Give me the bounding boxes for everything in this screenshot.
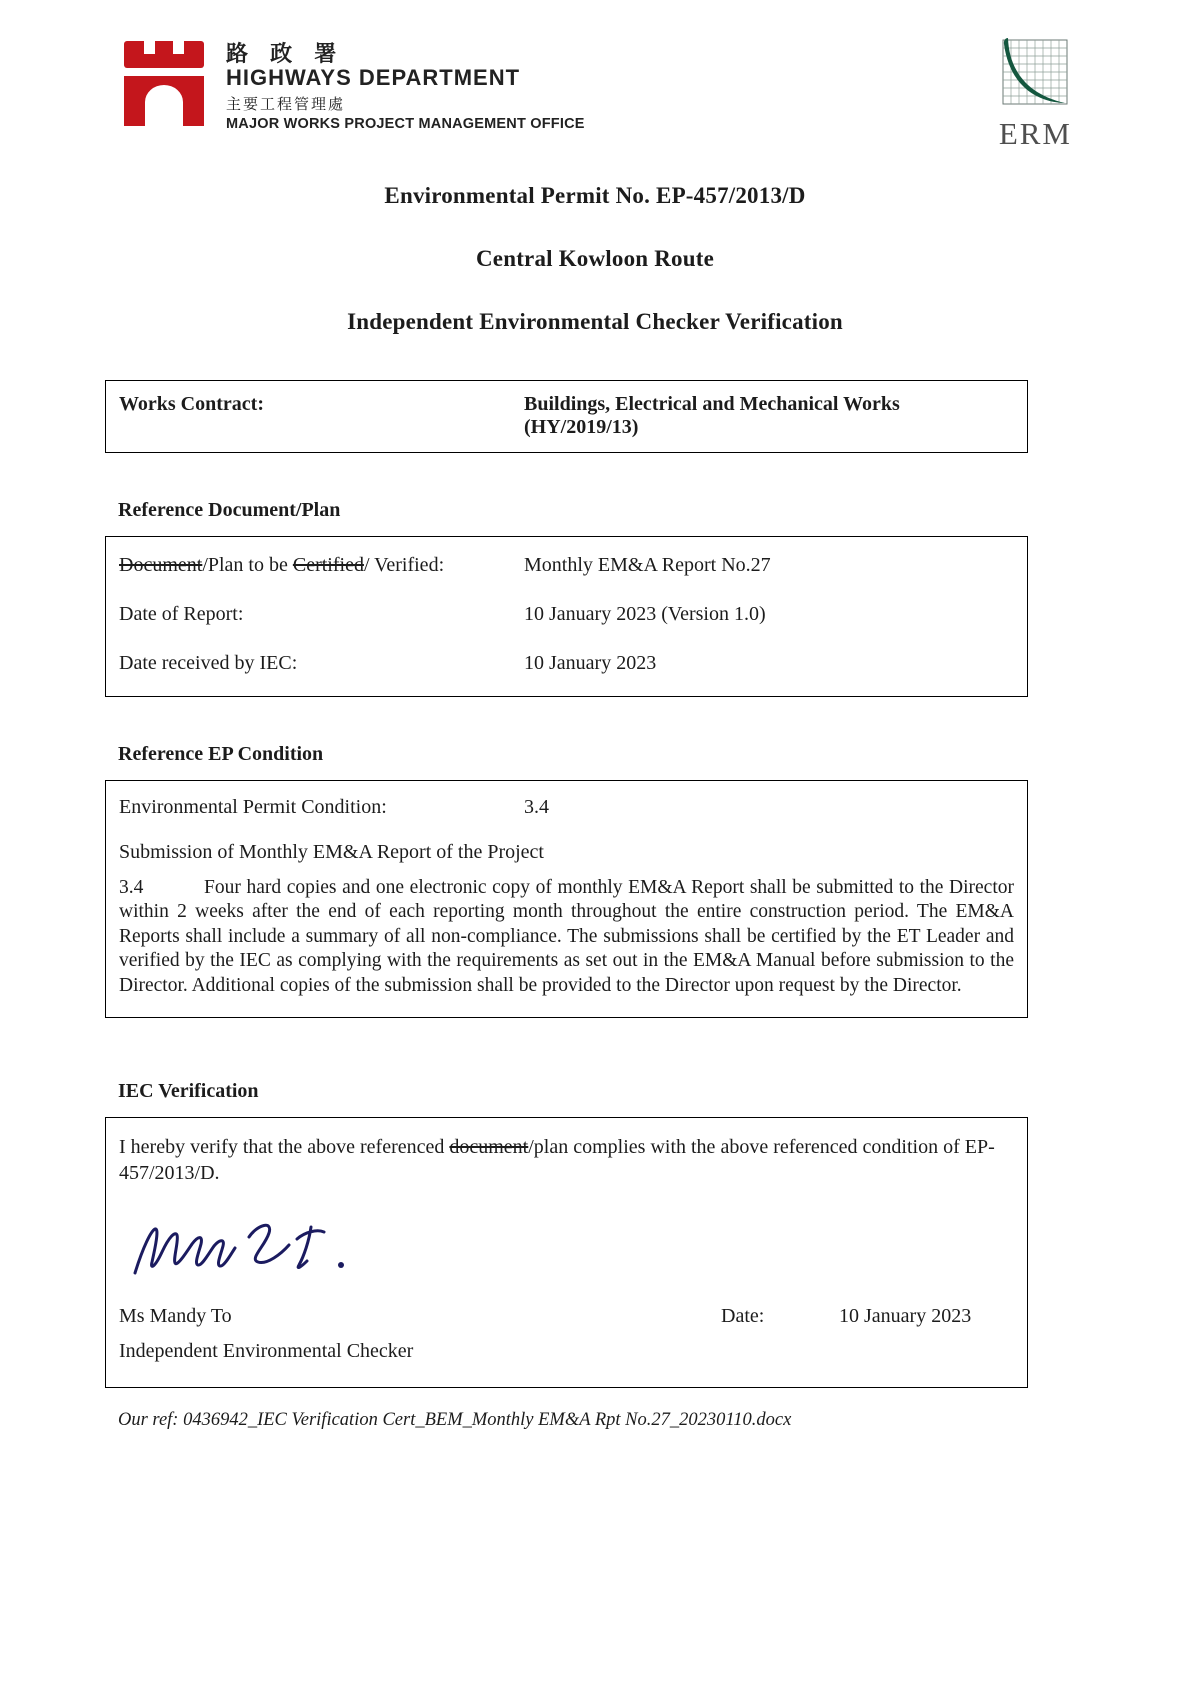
reference-document-box — [105, 536, 1028, 697]
iec-date-label: Date: — [721, 1304, 765, 1327]
date-received-row — [119, 652, 1014, 675]
reference-document-heading: Reference Document/Plan — [118, 499, 341, 521]
page-header — [0, 36, 1190, 149]
ep-condition-label: Environmental Permit Condition: — [119, 796, 387, 818]
our-ref-line: Our ref: 0436942_IEC Verification Cert_BEM_Monthly EM&A Rpt No.27_20230110.docx — [118, 1409, 792, 1430]
doc-plan-value: Monthly EM&A Report No.27 — [524, 554, 771, 576]
hd-english-title: HIGHWAYS DEPARTMENT — [226, 65, 521, 91]
iec-date-value: 10 January 2023 — [839, 1304, 972, 1327]
iec-verification-box — [105, 1117, 1028, 1388]
highways-department-text — [226, 36, 585, 132]
reference-ep-condition-heading: Reference EP Condition — [118, 743, 324, 765]
document-titles — [0, 183, 1190, 335]
ep-condition-row — [119, 796, 1014, 819]
ep-clause-number: 3.4 — [119, 877, 144, 898]
erm-logo-icon — [999, 36, 1071, 116]
iec-statement-strike-document: document — [449, 1135, 529, 1158]
iec-signer-title: Independent Environmental Checker — [119, 1339, 414, 1362]
highways-department-logo-icon — [122, 36, 206, 126]
iec-signer-name: Ms Mandy To — [119, 1304, 232, 1327]
date-of-report-row — [119, 603, 1014, 626]
iec-statement-end: /plan complies with the above referenced condition of EP-457/2013/D. — [119, 1135, 995, 1185]
doc-plan-strike-document: Document — [119, 554, 203, 576]
reference-ep-condition-box — [105, 780, 1028, 1018]
ep-clause-text: Four hard copies and one electronic copy of monthly EM&A Report shall be submitted to the Director within 2 weeks after the end of each reporting month throughout the entire construction period. The EM&A Reports shall include a summary of all non-compliance. The submissions shall be certified by the ET Leader and verified by the IEC as complying with the requirements as set out in the EM&A Manual before submission to the Director. Additional copies of the submission shall be provided to the Director upon request by the Director. — [119, 877, 1014, 996]
ep-condition-value: 3.4 — [524, 796, 549, 818]
project-title: Central Kowloon Route — [475, 246, 715, 271]
document-content — [105, 380, 1028, 1388]
permit-number-title: Environmental Permit No. EP-457/2013/D — [384, 183, 806, 208]
hd-chinese-subtitle: 主要工程管理處 — [226, 96, 346, 114]
ep-condition-subject: Submission of Monthly EM&A Report of the Project — [119, 841, 544, 863]
doc-plan-row — [119, 554, 1014, 577]
iec-signature — [127, 1207, 1014, 1285]
iec-verification-heading: IEC Verification — [118, 1079, 259, 1102]
doc-plan-strike-certified: Certified — [292, 554, 364, 576]
works-contract-box — [105, 380, 1028, 453]
highways-department-block — [122, 36, 585, 132]
works-contract-label: Works Contract: — [119, 393, 264, 415]
date-of-report-value: 10 January 2023 (Version 1.0) — [524, 603, 766, 625]
erm-wordmark: ERM — [998, 116, 1072, 151]
iec-signer-row — [119, 1305, 1014, 1328]
iec-verification-statement — [119, 1134, 999, 1187]
date-of-report-label: Date of Report: — [119, 603, 244, 625]
iec-statement-start: I hereby verify that the above referenced — [119, 1135, 450, 1158]
doc-plan-label — [119, 554, 524, 577]
works-contract-value: Buildings, Electrical and Mechanical Works (HY/2019/13) — [524, 393, 900, 438]
date-received-label: Date received by IEC: — [119, 652, 298, 674]
ep-condition-clause — [119, 876, 1014, 998]
hd-chinese-title: 路 政 署 — [226, 41, 345, 66]
erm-block — [999, 36, 1072, 149]
hd-english-subtitle: MAJOR WORKS PROJECT MANAGEMENT OFFICE — [226, 116, 585, 133]
document-type-title: Independent Environmental Checker Verification — [347, 309, 843, 334]
doc-plan-label-mid: /Plan to be — [202, 554, 293, 576]
doc-plan-label-end: / Verified: — [363, 554, 445, 576]
date-received-value: 10 January 2023 — [524, 652, 657, 674]
